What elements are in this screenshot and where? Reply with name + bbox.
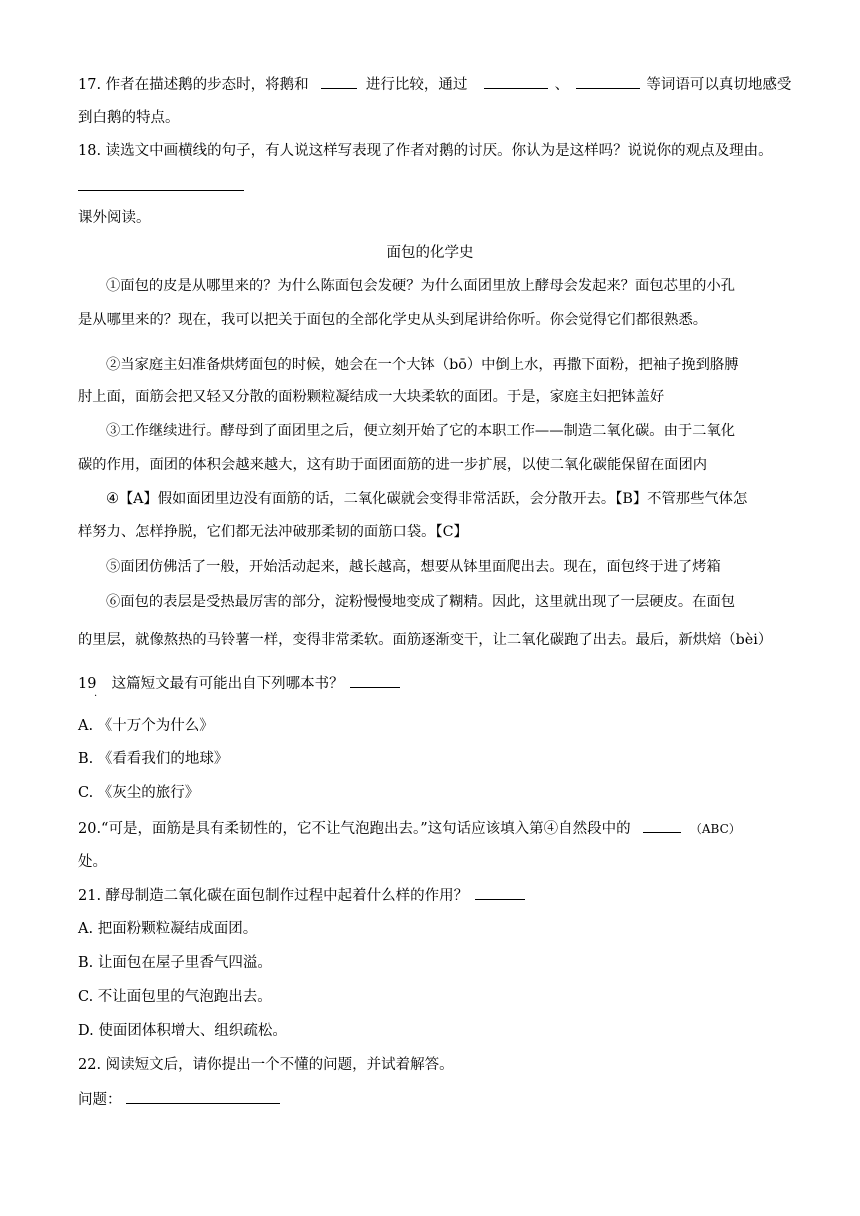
q17-text-part2: 进行比较，通过: [365, 77, 468, 93]
article-p4-line-1: ④【A】假如面团里边没有面筋的话，二氧化碳就会变得非常活跃，会分散开去。【B】不管那些气体怎: [106, 491, 748, 507]
article-title: 面包的化学史: [386, 245, 474, 261]
q19-option-a: A. 《十万个为什么》: [78, 718, 214, 734]
q19-dot: .: [94, 688, 98, 699]
article-p3-line-2: 碳的作用，面团的体积会越来越大，这有助于面团面筋的进一步扩展，以使二氧化碳能保留在面团内: [78, 457, 708, 473]
q17-blank-3[interactable]: [576, 74, 640, 89]
article-p4-line-2: 样努力、怎样挣脱，它们都无法冲破那柔韧的面筋口袋。【C】: [78, 524, 468, 540]
q20-answer-blank[interactable]: [643, 818, 681, 833]
question-20: [78, 818, 741, 839]
q19-option-b: B. 《看看我们的地球》: [78, 751, 229, 767]
article-p6-line-1: ⑥面包的表层是受热最厉害的部分，淀粉慢慢地变成了糊精。因此，这里就出现了一层硬皮。在面包: [106, 594, 736, 610]
q17-separator: 、: [554, 77, 570, 93]
q21-text: 21. 酵母制造二氧化碳在面包制作过程中起着什么样的作用？: [78, 888, 469, 904]
question-18: 18. 读选文中画横线的句子，有人说这样写表现了作者对鹅的讨厌。你认为是这样吗？说说你的观点及理由。: [78, 143, 773, 159]
q19-option-c: C. 《灰尘的旅行》: [78, 785, 200, 801]
q17-blank-2[interactable]: [484, 74, 548, 89]
article-p1-line-1: ①面包的皮是从哪里来的？为什么陈面包会发硬？为什么面团里放上酵母会发起来？面包芯里的小孔: [106, 278, 736, 294]
question-21: [78, 885, 525, 906]
q20-line-2: 处。: [78, 854, 107, 870]
article-p6-line-2: 的里层，就像熬热的马铃薯一样，变得非常柔软。面筋逐渐变干，让二氧化碳跑了出去。最后，新烘焙（bèi）: [78, 632, 773, 648]
question-19: [78, 673, 400, 694]
article-p3-line-1: ③工作继续进行。酵母到了面团里之后，便立刻开始了它的本职工作——制造二氧化碳。由于二氧化: [106, 423, 736, 439]
section-title: 课外阅读。: [78, 210, 151, 226]
q21-option-b: B. 让面包在屋子里香气四溢。: [78, 955, 272, 971]
q17-blank-1[interactable]: [321, 74, 357, 89]
q21-option-c: C. 不让面包里的气泡跑出去。: [78, 989, 272, 1005]
article-p2-line-1: ②当家庭主妇准备烘烤面包的时候，她会在一个大钵（bō）中倒上水，再撒下面粉，把袖子挽到胳膊: [106, 357, 739, 373]
q20-text-part2: （ABC）: [689, 822, 741, 836]
q19-number: 19: [78, 676, 97, 692]
q21-answer-blank[interactable]: [475, 885, 525, 900]
q21-option-d: D. 使面团体积增大、组织疏松。: [78, 1023, 287, 1039]
q17-text-part3: 等词语可以真切地感受: [646, 77, 792, 93]
q22-question-label: 问题：: [78, 1092, 122, 1108]
question-17-line-1: [78, 74, 791, 95]
q20-text-part1: 20.“可是，面筋是具有柔韧性的，它不让气泡跑出去。”这句话应该填入第④自然段中的: [78, 821, 631, 837]
q21-option-a: A. 把面粉颗粒凝结成面团。: [78, 921, 258, 937]
article-p2-line-2: 肘上面，面筋会把又轻又分散的面粉颗粒凝结成一大块柔软的面团。于是，家庭主妇把钵盖好: [78, 389, 665, 405]
article-p1-line-2: 是从哪里来的？现在，我可以把关于面包的全部化学史从头到尾讲给你听。你会觉得它们都很熟悉。: [78, 312, 708, 328]
q22-question-row: [78, 1089, 280, 1110]
question-22: 22. 阅读短文后，请你提出一个不懂的问题，并试着解答。: [78, 1057, 454, 1073]
q17-text-part1: 17. 作者在描述鹅的步态时，将鹅和: [78, 77, 309, 93]
q17-line-2: 到白鹅的特点。: [78, 110, 180, 126]
q19-text: 这篇短文最有可能出自下列哪本书？: [111, 676, 344, 692]
q22-question-blank[interactable]: [126, 1089, 280, 1104]
q18-answer-line[interactable]: [78, 190, 244, 191]
q19-answer-blank[interactable]: [350, 673, 400, 688]
article-p5-line-1: ⑤面团仿佛活了一般，开始活动起来，越长越高，想要从钵里面爬出去。现在，面包终于进了烤箱: [106, 559, 721, 575]
